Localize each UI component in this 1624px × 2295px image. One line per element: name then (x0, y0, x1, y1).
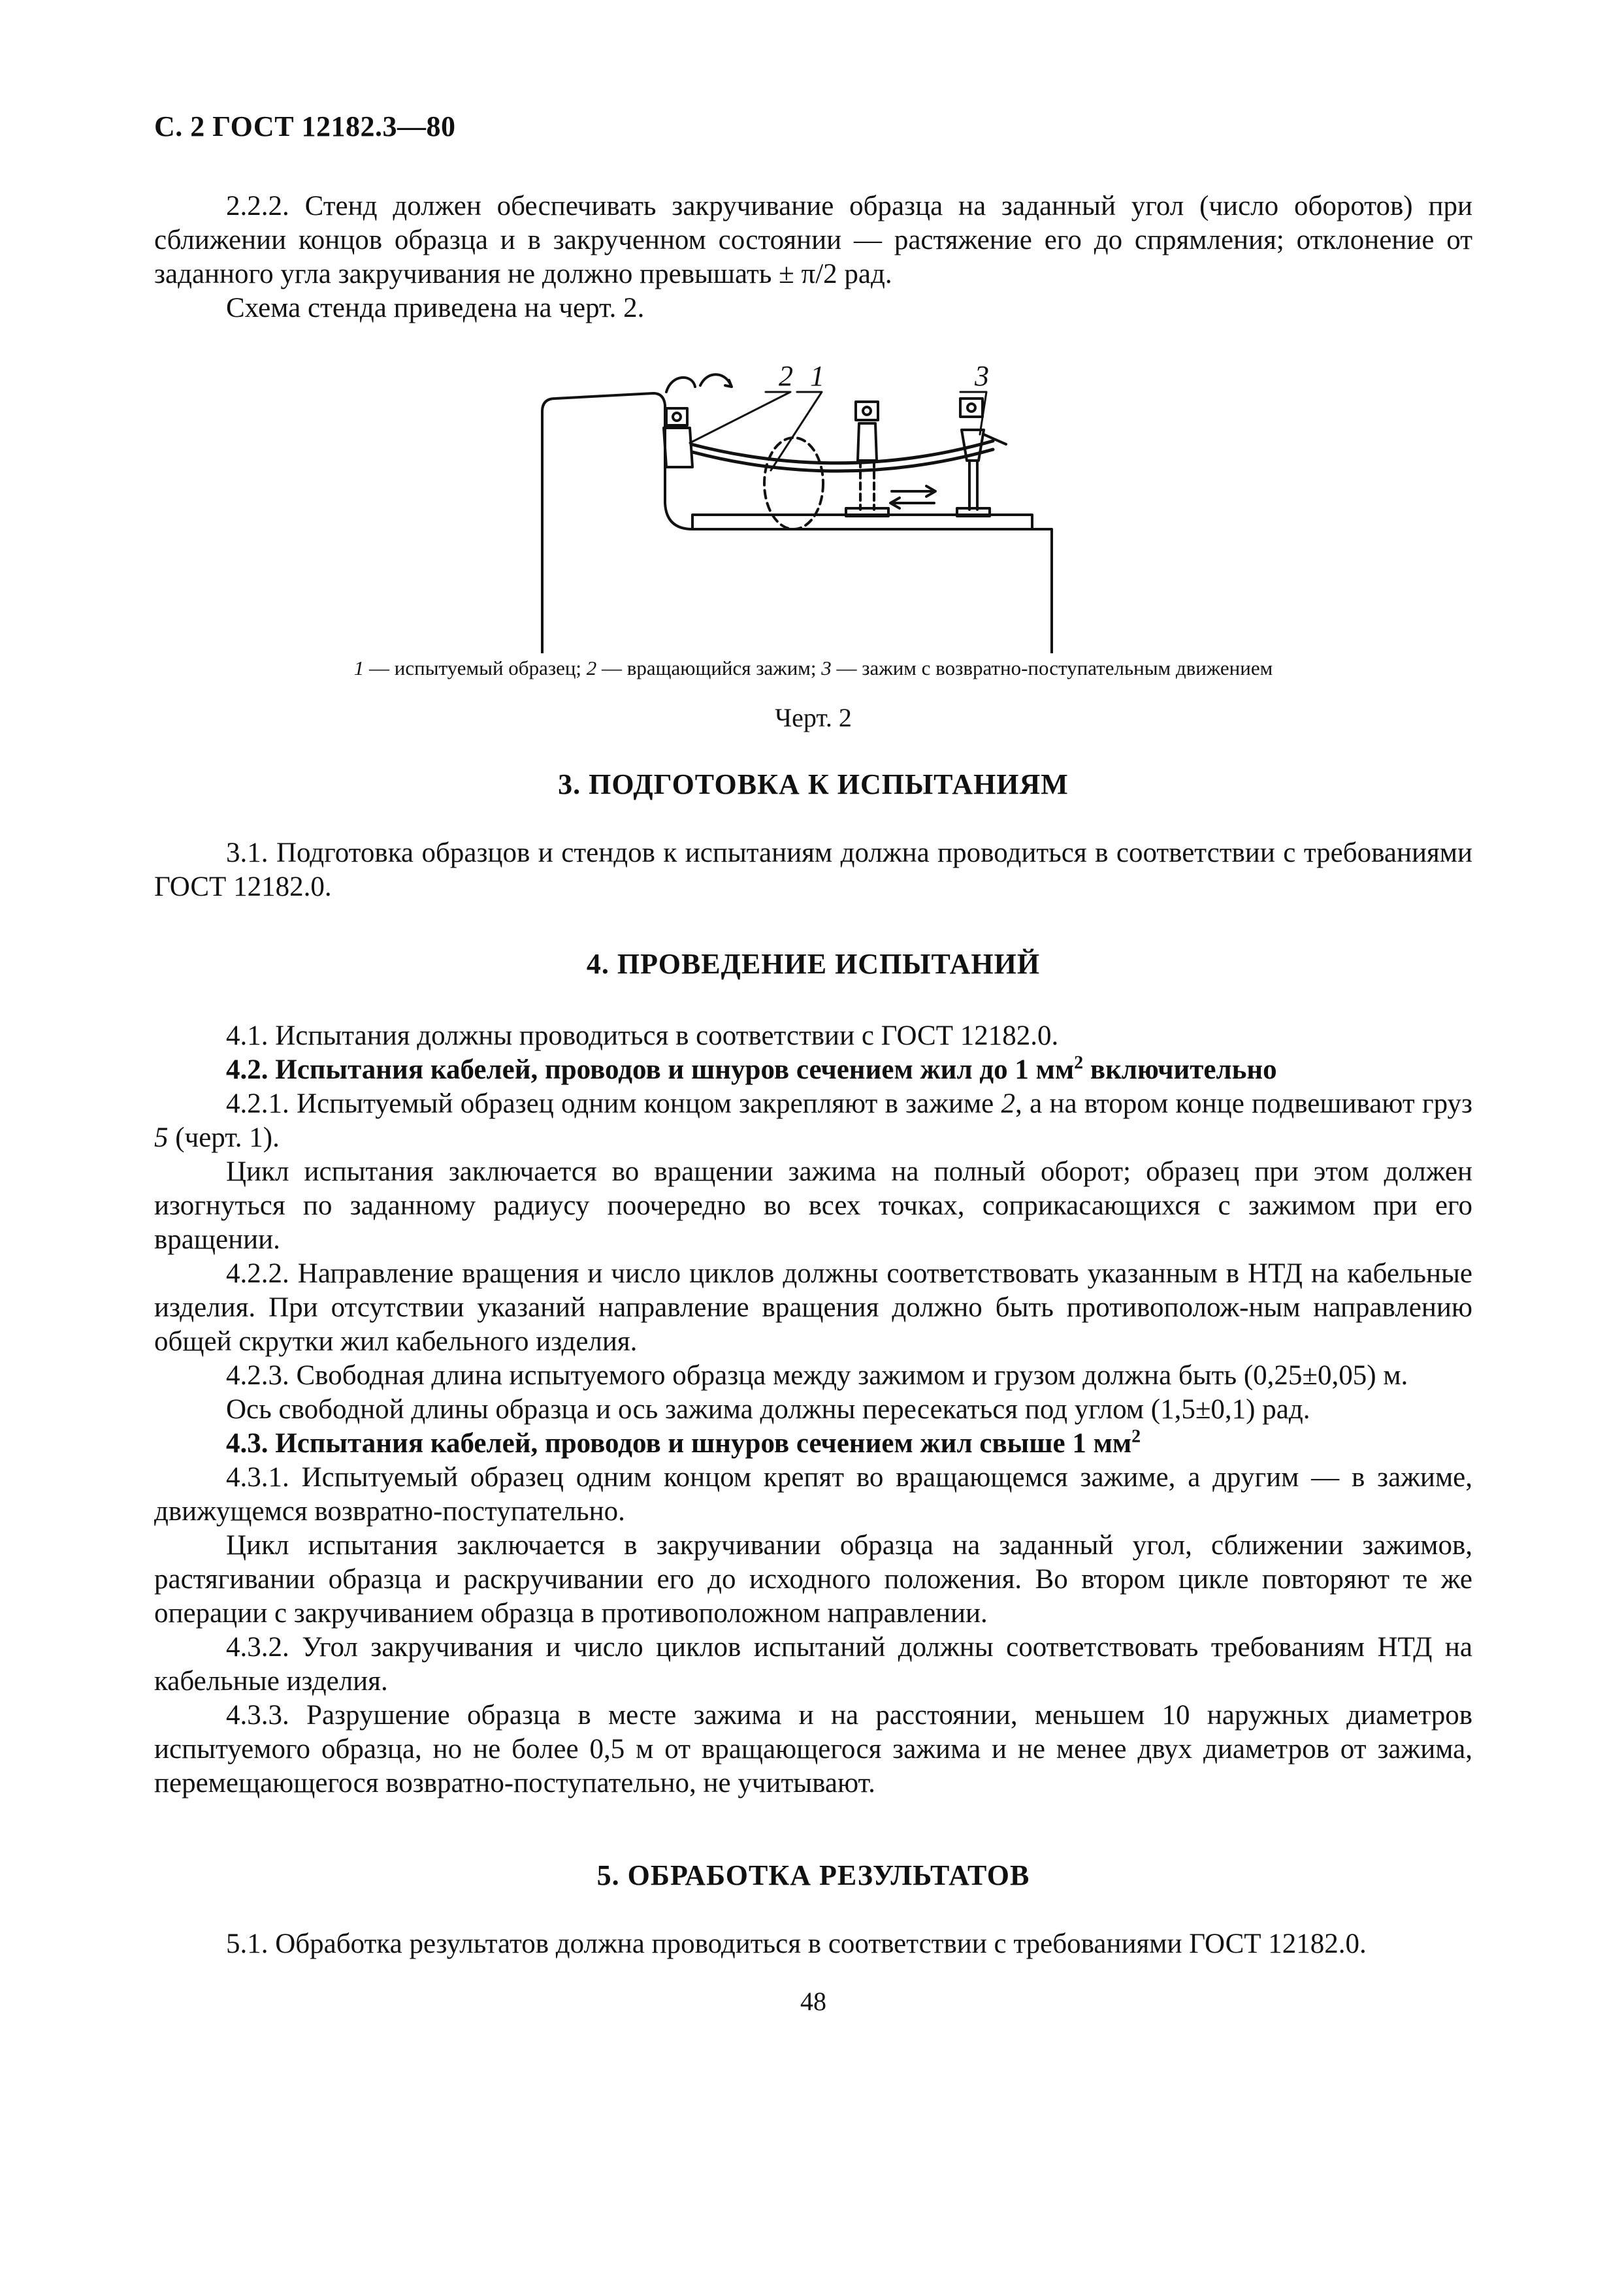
paragraph-4-2-2: 4.2.2. Направление вращения и число циклов должны соответствовать указанным в НТД на кабельные изделия. При отсутствии указаний направление вращения должно быть противополож-ным направлению общей скрутки жил кабельного изделия. (154, 1258, 1472, 1357)
paragraph-4-1: 4.1. Испытания должны проводиться в соответствии с ГОСТ 12182.0. (226, 1020, 1059, 1051)
callout-leader-1 (771, 392, 822, 470)
rotation-arrow (666, 378, 695, 392)
section-4-body (154, 1019, 1472, 1800)
page-header: С. 2 ГОСТ 12182.3—80 (154, 110, 456, 142)
paragraph-4-2-text: 4.2. Испытания кабелей, проводов и шнуров сечением жил до 1 мм (226, 1054, 1075, 1085)
p421-part-b: , а на втором конце подвешивают груз (1015, 1088, 1472, 1119)
rotating-clamp-head (666, 408, 687, 425)
paragraph-4-3 (154, 1427, 1472, 1461)
paragraph-4-2 (154, 1053, 1472, 1087)
intro-block (154, 189, 1472, 325)
paragraph-4-3-2: 4.3.2. Угол закручивания и число циклов испытаний должны соответствовать требованиям НТД на кабельные изделия. (154, 1632, 1472, 1697)
p421-ref-2: 2 (1001, 1088, 1016, 1119)
figure-label: Черт. 2 (775, 703, 852, 732)
callout-2: 2 (779, 360, 793, 392)
caption-num-3: 3 (821, 657, 832, 679)
page-number: 48 (800, 1987, 826, 2016)
section-5-title: 5. ОБРАБОТКА РЕЗУЛЬТАТОВ (596, 1859, 1030, 1891)
callout-3: 3 (975, 360, 989, 392)
p421-part-a: 4.2.1. Испытуемый образец одним концом закрепляют в зажиме (226, 1088, 1001, 1119)
caption-num-1: 1 (353, 657, 365, 679)
paragraph-axis: Ось свободной длины образца и ось зажима должны пересекаться под углом (1,5±0,1) рад. (226, 1394, 1310, 1425)
paragraph-cycle-4-2-1: Цикл испытания заключается во вращении зажима на полный оборот; образец при этом должен изогнуться по заданному радиусу поочередно во всех точках, соприкасающихся с зажимом при его вращении. (154, 1156, 1472, 1255)
section-4-title: 4. ПРОВЕДЕНИЕ ИСПЫТАНИЙ (586, 948, 1041, 980)
test-stand-diagram (536, 346, 1078, 653)
figure-caption (154, 657, 1472, 680)
rotating-clamp-body (664, 428, 692, 467)
p421-ref-5: 5 (154, 1122, 169, 1153)
section-4 (154, 947, 1472, 981)
motion-arrow-left (890, 498, 934, 508)
caption-text-1: — испытуемый образец; (364, 657, 587, 679)
motion-arrow-right (892, 486, 935, 496)
section-3-body (154, 836, 1472, 904)
paragraph-5-1: 5.1. Обработка результатов должна проводиться в соответствии с требованиями ГОСТ 12182.0. (226, 1929, 1367, 1959)
p421-part-c: (черт. 1). (168, 1122, 280, 1153)
paragraph-4-2-1 (154, 1087, 1472, 1155)
section-3 (154, 768, 1472, 802)
caption-num-2: 2 (586, 657, 597, 679)
paragraph-4-2-tail: включительно (1083, 1054, 1277, 1085)
paragraph-2-2-2: 2.2.2. Стенд должен обеспечивать закручивание образца на заданный угол (число оборотов) при сближении концов образца и в закрученном состоянии — растяжение его до спрямления; отклонение от заданного угла закручивания не должно превышать ± π/2 рад. (154, 191, 1472, 289)
section-5-body (154, 1927, 1472, 1961)
stand-housing (542, 393, 1052, 653)
callout-1: 1 (810, 360, 824, 392)
reciprocating-clamp-head (960, 399, 983, 417)
paragraph-4-3-text: 4.3. Испытания кабелей, проводов и шнуров сечением жил свыше 1 мм (226, 1428, 1132, 1459)
caption-text-2: — вращающийся зажим; (596, 657, 822, 679)
superscript-2: 2 (1131, 1426, 1141, 1447)
caption-text-3: — зажим с возвратно-поступательным движением (831, 657, 1273, 679)
section-3-title: 3. ПОДГОТОВКА К ИСПЫТАНИЯМ (558, 768, 1069, 800)
middle-clamp-head (856, 402, 878, 420)
paragraph-4-2-3: 4.2.3. Свободная длина испытуемого образца между зажимом и грузом должна быть (0,25±0,05) м. (226, 1360, 1408, 1391)
superscript-2: 2 (1074, 1052, 1084, 1073)
paragraph-4-3-1: 4.3.1. Испытуемый образец одним концом крепят во вращающемся зажиме, а другим — в зажиме, движущемся возвратно-поступательно. (154, 1462, 1472, 1527)
paragraph-3-1: 3.1. Подготовка образцов и стендов к испытаниям должна проводиться в соответствии с требованиями ГОСТ 12182.0. (154, 838, 1472, 902)
callout-leader-2 (690, 392, 790, 443)
paragraph-cycle-4-3-1: Цикл испытания заключается в закручивании образца на заданный угол, сближении зажимов, растягивании образца и раскручивании его до исходного положения. Во втором цикле повторяют те же операции с закручиванием образца в противоположном направлении. (154, 1530, 1472, 1629)
paragraph-scheme-ref: Схема стенда приведена на черт. 2. (226, 293, 645, 323)
paragraph-4-3-3: 4.3.3. Разрушение образца в месте зажима и на расстоянии, меньшем 10 наружных диаметров испытуемого образца, но не более 0,5 м от вращающегося зажима и не менее двух диаметров от зажима, перемещающегося возвратно-поступательно, не учитывают. (154, 1700, 1472, 1799)
section-5 (154, 1859, 1472, 1893)
